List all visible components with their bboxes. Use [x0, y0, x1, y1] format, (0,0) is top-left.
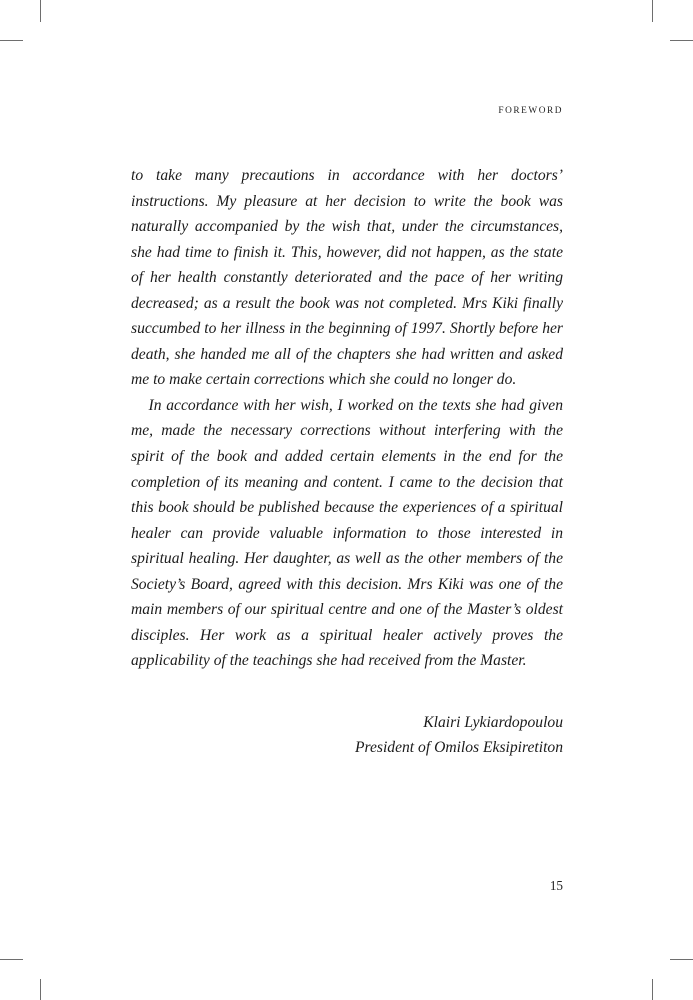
page-number: 15 — [549, 878, 563, 893]
crop-mark-bottom-right-horizontal — [670, 959, 693, 960]
crop-mark-top-right-horizontal — [670, 40, 693, 41]
crop-mark-top-left-vertical — [40, 0, 41, 22]
signature-name: Klairi Lykiardopoulou — [423, 713, 563, 731]
crop-mark-bottom-left-horizontal — [0, 959, 23, 960]
running-head: FOREWORD — [498, 106, 563, 116]
signature-block — [131, 710, 563, 761]
crop-mark-bottom-right-vertical — [652, 979, 653, 1000]
type-area — [131, 104, 563, 761]
body-paragraph: In accordance with her wish, I worked on the texts she had given me, made the necessary corrections without interfering with the spirit of the book and added certain elements in the end for the completion of its meaning and content. I came to the decision that this book should be published because the experiences of a spiritual healer can provide valuable information to those interested in spiritual healing. Her daughter, as well as the other members of the Society’s Board, agreed with this decision. Mrs Kiki was one of the main members of our spiritual centre and one of the Master’s oldest disciples. Her work as a spiritual healer actively proves the applicability of the teachings she had received from the Master. — [131, 396, 563, 670]
crop-mark-top-right-vertical — [652, 0, 653, 22]
signature-title: President of Omilos Eksipiretiton — [354, 739, 563, 757]
crop-mark-top-left-horizontal — [0, 40, 23, 41]
crop-mark-bottom-left-vertical — [40, 979, 41, 1000]
body-paragraph: to take many precautions in accordance with her doctors’ instructions. My pleasure at her decision to write the book was naturally accompanied by the wish that, under the circumstances, she had time to finish it. This, however, did not happen, as the state of her health constantly deteriorated and the pace of her writing decreased; as a result the book was not completed. Mrs Kiki finally succumbed to her illness in the beginning of 1997. Shortly before her death, she handed me all of the chapters she had written and asked me to make certain corrections which she could no longer do. — [131, 167, 563, 389]
body-copy — [131, 163, 563, 674]
